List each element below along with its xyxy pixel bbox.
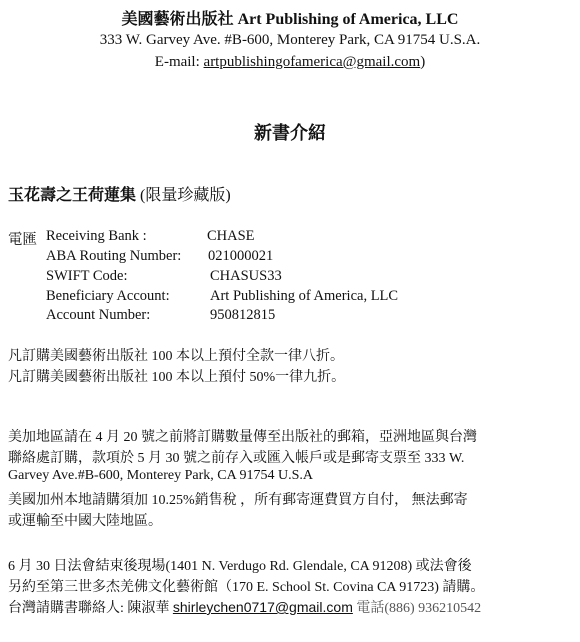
discount-line-2: 凡訂購美國藝術出版社 100 本以上預付 50%一律九折。	[8, 370, 346, 385]
taiwan-contact-line	[8, 597, 481, 617]
publisher-email-line	[0, 54, 580, 71]
email-label: E-mail:	[154, 54, 200, 70]
beneficiary-account-label: Beneficiary Account:	[46, 288, 170, 304]
account-number-label: Account Number:	[46, 307, 151, 323]
ordering-line-5: 或運輸至中國大陸地區。	[8, 514, 162, 529]
ordering-line-1: 美加地區請在 4 月 20 號之前將訂購數量傳至出版社的郵箱，亞洲地區與台灣	[8, 430, 477, 445]
publisher-name-english: Art Publishing of America, LLC	[237, 11, 459, 28]
receiving-bank-label: Receiving Bank :	[46, 228, 147, 244]
book-title	[8, 182, 231, 205]
pickup-line-1: 6 月 30 日法會結束後現場(1401 N. Verdugo Rd. Glendale, CA 91208) 或法會後	[8, 559, 472, 574]
aba-routing-value: 021000021	[208, 248, 274, 264]
publisher-email-link[interactable]: artpublishingofamerica@gmail.com	[203, 54, 421, 70]
taiwan-contact-label: 台灣請購書聯絡人: 陳淑華	[8, 601, 170, 616]
aba-routing-label: ABA Routing Number:	[46, 248, 182, 264]
swift-code-value: CHASUS33	[210, 268, 282, 284]
publisher-heading	[0, 6, 580, 29]
pickup-line-2: 另約至第三世多杰羌佛文化藝術館（170 E. School St. Covina CA 91723) 請購。	[8, 580, 485, 595]
page-title: 新書介紹	[254, 123, 326, 143]
beneficiary-account-value: Art Publishing of America, LLC	[210, 288, 399, 304]
book-edition: (限量珍藏版)	[140, 187, 231, 204]
publisher-address: 333 W. Garvey Ave. #B-600, Monterey Park, CA 91754 U.S.A.	[99, 32, 481, 48]
wire-prefix: 電匯	[8, 232, 37, 248]
taiwan-contact-phone: 電話(886) 936210542	[356, 601, 482, 616]
ordering-line-3: Garvey Ave.#B-600, Monterey Park, CA 91754 U.S.A	[8, 468, 313, 483]
taiwan-contact-email-link[interactable]: shirleychen0717@gmail.com	[172, 599, 353, 615]
discount-line-1: 凡訂購美國藝術出版社 100 本以上預付全款一律八折。	[8, 349, 344, 364]
ordering-line-2: 聯絡處訂購，款項於 5 月 30 號之前存入或匯入帳戶或是郵寄支票至 333 W.	[8, 451, 465, 466]
receiving-bank-value: CHASE	[207, 228, 255, 244]
account-number-value: 950812815	[210, 307, 276, 323]
ordering-line-4: 美國加州本地請購須加 10.25%銷售稅 ，所有郵寄運費買方自付， 無法郵寄	[8, 493, 468, 508]
email-suffix: )	[420, 54, 426, 70]
book-name: 玉花壽之王荷蓮集	[8, 187, 137, 204]
publisher-name-chinese: 美國藝術出版社	[121, 11, 234, 28]
swift-code-label: SWIFT Code:	[46, 268, 128, 284]
